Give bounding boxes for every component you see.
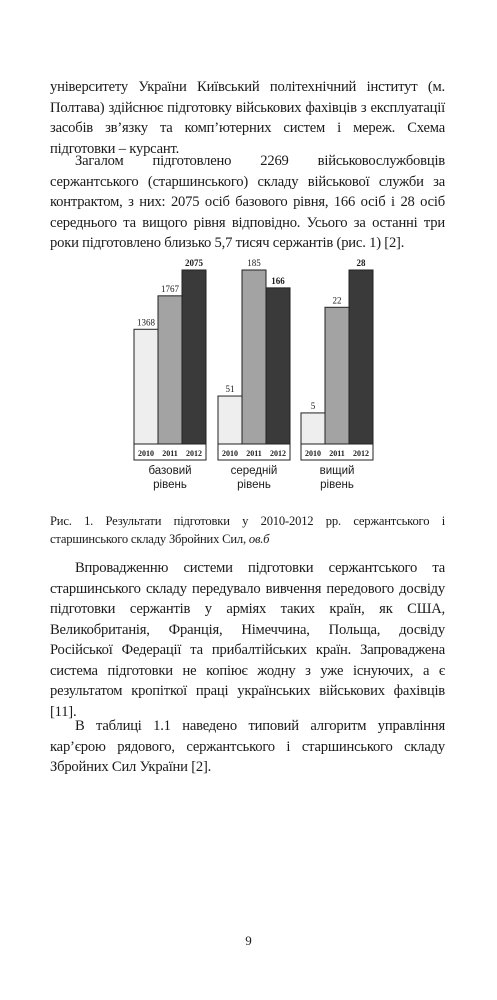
bar-2012-group-2 bbox=[266, 288, 290, 444]
year-tick-label-2012-group-1: 2012 bbox=[186, 449, 202, 458]
figure-caption bbox=[50, 512, 445, 548]
body-paragraph-1: університету України Київський політехнічний інститут (м. Полтава) здійснює підготовку військових фахівців з експлуатації засобів зв’язку та комп’ютерних систем і мереж. Схема підготовки – курсант. bbox=[50, 79, 445, 157]
category-label-group-2-line-2: рівень bbox=[237, 479, 271, 491]
data-label-2012-group-1: 2075 bbox=[185, 258, 203, 268]
bar-2011-group-3 bbox=[325, 307, 349, 444]
data-label-2012-group-3: 28 bbox=[356, 258, 366, 268]
data-label-2012-group-2: 166 bbox=[271, 275, 285, 286]
body-paragraph-2: Загалом підготовлено 2269 військовослужбовців сержантського (старшинського) складу військової служби за контрактом, з них: 2075 осіб базового рівня, 166 осіб і 28 осіб середнього та вищого рівня відповідно. Усього за останні три роки підготовлено близько 5,7 тисяч сержантів (рис. 1) [2]. bbox=[50, 153, 445, 251]
data-label-2010-group-1: 1368 bbox=[137, 317, 155, 328]
data-label-2011-group-2: 185 bbox=[247, 258, 261, 268]
bar-2012-group-1 bbox=[182, 270, 206, 444]
body-paragraph-4: В таблиці 1.1 наведено типовий алгоритм управління кар’єрою рядового, сержантського і старшинського складу Збройних Сил України [2]. bbox=[50, 718, 445, 775]
body-paragraph-3: Впровадженню системи підготовки сержантського та старшинського складу передувало вивчення передового досвіду підготовки сержантів у арміях таких країн, як США, Великобританія, Франція, Німеччина, Польща, досвіду Російської Федерації та прибалтійських країн. Запроваджена система підготовки не копіює жодну з уже існуючих, а є результатом кропіткої праці українських військових фахівців [11]. bbox=[50, 560, 445, 720]
year-tick-label-2010-group-3: 2010 bbox=[305, 449, 321, 458]
figure-caption-source: ов.б bbox=[248, 532, 270, 546]
category-label-group-1-line-1: базовий bbox=[148, 465, 192, 477]
category-label-group-2-line-1: середній bbox=[230, 465, 278, 477]
year-tick-label-2012-group-3: 2012 bbox=[353, 449, 369, 458]
bar-2011-group-2 bbox=[242, 270, 266, 444]
data-label-2010-group-3: 5 bbox=[310, 400, 316, 411]
bar-2010-group-2 bbox=[218, 396, 242, 444]
bar-2012-group-3 bbox=[349, 270, 373, 444]
bar-2010-group-1 bbox=[134, 329, 158, 444]
data-label-2010-group-2: 51 bbox=[225, 384, 235, 395]
training-results-chart bbox=[120, 258, 380, 503]
bar-2011-group-1 bbox=[158, 296, 182, 444]
bar-2010-group-3 bbox=[301, 413, 325, 444]
year-tick-label-2011-group-3: 2011 bbox=[329, 449, 345, 458]
category-label-group-1-line-2: рівень bbox=[153, 479, 187, 491]
year-tick-label-2010-group-2: 2010 bbox=[222, 449, 238, 458]
page-number: 9 bbox=[245, 933, 252, 948]
year-tick-label-2010-group-1: 2010 bbox=[138, 449, 154, 458]
year-tick-label-2011-group-1: 2011 bbox=[162, 449, 178, 458]
year-tick-label-2011-group-2: 2011 bbox=[246, 449, 262, 458]
data-label-2011-group-3: 22 bbox=[332, 295, 342, 306]
category-label-group-3-line-1: вищий bbox=[319, 465, 355, 477]
data-label-2011-group-1: 1767 bbox=[161, 283, 179, 294]
category-label-group-3-line-2: рівень bbox=[320, 479, 354, 491]
figure-caption-text: Рис. 1. Результати підготовки у 2010-2012 рр. сержантського і старшинського складу Збройних Сил, bbox=[50, 514, 445, 546]
year-tick-label-2012-group-2: 2012 bbox=[270, 449, 286, 458]
